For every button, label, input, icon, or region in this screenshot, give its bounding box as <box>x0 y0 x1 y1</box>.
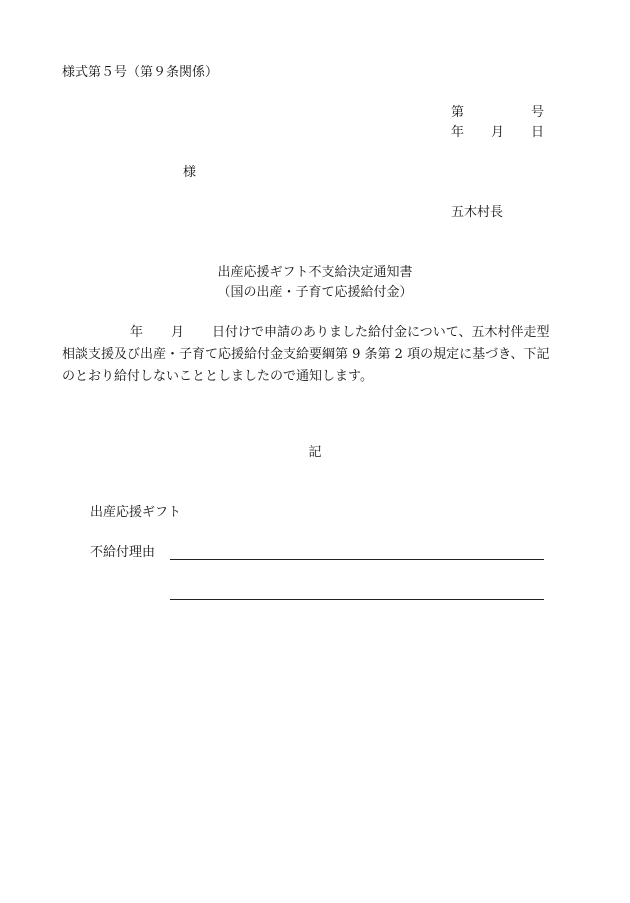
sender-name: 五木村長 <box>451 205 504 220</box>
date-year-label: 年 <box>451 125 465 140</box>
body-line-1-text: 日付けで申請のありました給付金について、五木村伴走型 <box>212 325 550 340</box>
body-year-label: 年 <box>130 325 144 340</box>
form-number: 様式第５号（第９条関係） <box>62 65 219 80</box>
date-day-label: 日 <box>531 125 545 140</box>
document-subtitle: （国の出産・子育て応援給付金） <box>217 285 413 300</box>
recipient-honorific: 様 <box>183 165 197 180</box>
reason-blank-line-1 <box>170 559 544 560</box>
date-month-label: 月 <box>491 125 505 140</box>
reason-blank-line-2 <box>170 599 544 600</box>
body-paragraph-line-2: 相談支援及び出産・子育て応援給付金支給要綱第 9 条第 2 項の規定に基づき、下記 <box>62 347 550 362</box>
body-paragraph-line-1 <box>62 326 568 339</box>
document-number-label: 第 <box>451 105 465 120</box>
ki-heading: 記 <box>308 445 322 460</box>
body-paragraph-line-3: のとおり給付しないこととしましたので通知します。 <box>62 369 373 384</box>
document-number-suffix: 号 <box>531 105 545 120</box>
document-title: 出産応援ギフト不支給決定通知書 <box>217 265 413 280</box>
reason-label: 不給付理由 <box>90 545 156 560</box>
body-month-label: 月 <box>171 325 185 340</box>
item-gift-label: 出産応援ギフト <box>90 505 182 520</box>
